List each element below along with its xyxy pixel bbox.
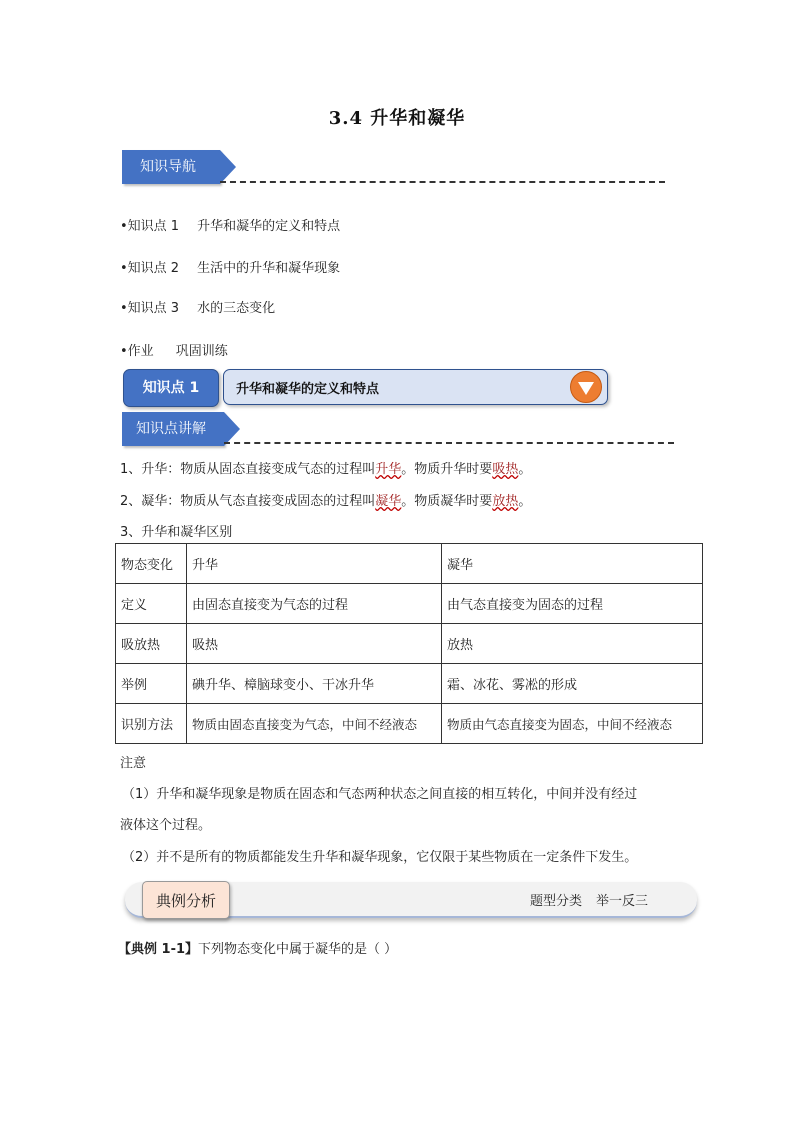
example-question: 下列物态变化中属于凝华的是（ ） [198, 942, 398, 957]
table-cell: 物质由固态直接变为气态，中间不经液态 [187, 704, 442, 744]
page-title: 3.4 升华和凝华 [328, 108, 466, 129]
note-2: （2）并不是所有的物质都能发生升华和凝华现象，它仅限于某些物质在一定条件下发生。 [122, 850, 638, 865]
bullet-icon: • [120, 261, 128, 276]
point-text: 。 [518, 462, 532, 477]
example-section-label: 典例分析 [142, 881, 230, 919]
nav-item-text: 水的三态变化 [197, 301, 276, 316]
kp1-title: 升华和凝华的定义和特点 [236, 382, 380, 397]
nav-banner-label: 知识导航 [122, 150, 220, 184]
table-row [116, 544, 703, 584]
nav-item-text: 升华和凝华的定义和特点 [197, 219, 341, 234]
table-cell: 识别方法 [116, 704, 187, 744]
point-text: 。 [518, 494, 532, 509]
example-tag: 【典例 1-1】 [118, 942, 199, 957]
table-cell: 由气态直接变为固态的过程 [442, 584, 703, 624]
nav-item-3[interactable] [120, 297, 275, 316]
keyword-sublimation: 升华 [375, 462, 402, 477]
kp1-label: 知识点 1 [123, 369, 219, 407]
table-cell: 举例 [116, 664, 187, 704]
keyword-release-heat: 放热 [492, 494, 519, 509]
table-row [116, 664, 703, 704]
lecture-divider [224, 442, 674, 444]
table-cell: 凝华 [442, 544, 703, 584]
nav-item-label: 作业 [127, 344, 154, 359]
table-cell: 碘升华、樟脑球变小、干冰升华 [187, 664, 442, 704]
nav-item-homework[interactable] [120, 340, 228, 359]
point-text: 1、升华：物质从固态直接变成气态的过程叫 [120, 462, 376, 477]
keyword-deposition: 凝华 [375, 494, 402, 509]
table-cell: 升华 [187, 544, 442, 584]
banner-arrow-icon [220, 150, 236, 184]
point-sublimation [120, 458, 531, 477]
keyword-absorb-heat: 吸热 [492, 462, 519, 477]
note-1-line-1: （1）升华和凝华现象是物质在固态和气态两种状态之间直接的相互转化，中间并没有经过 [122, 787, 638, 802]
table-row [116, 584, 703, 624]
point-text: 2、凝华：物质从气态直接变成固态的过程叫 [120, 494, 376, 509]
nav-item-2[interactable] [120, 257, 340, 276]
table-cell: 由固态直接变为气态的过程 [187, 584, 442, 624]
table-row [116, 624, 703, 664]
note-heading: 注意 [120, 756, 147, 771]
nav-item-label: 知识点 1 [127, 219, 180, 234]
nav-item-text: 巩固训练 [175, 344, 228, 359]
note-1-line-2: 液体这个过程。 [120, 818, 212, 833]
point-difference: 3、升华和凝华区别 [120, 525, 233, 540]
point-text: 。物质凝华时要 [401, 494, 493, 509]
example-section-subtitle [530, 890, 648, 909]
nav-item-label: 知识点 3 [127, 301, 180, 316]
table-cell: 霜、冰花、雾凇的形成 [442, 664, 703, 704]
nav-banner [122, 150, 236, 184]
nav-item-text: 生活中的升华和凝华现象 [197, 261, 341, 276]
nav-item-label: 知识点 2 [127, 261, 180, 276]
subtitle-practice: 举一反三 [596, 894, 649, 909]
expand-toggle[interactable] [570, 371, 602, 403]
bullet-icon: • [120, 344, 128, 359]
table-cell: 物质由气态直接变为固态，中间不经液态 [442, 704, 703, 744]
table-cell: 放热 [442, 624, 703, 664]
example-1-1 [118, 938, 397, 957]
point-text: 。物质升华时要 [401, 462, 493, 477]
triangle-down-icon [578, 382, 594, 395]
table-cell: 定义 [116, 584, 187, 624]
table-cell: 吸放热 [116, 624, 187, 664]
nav-item-1[interactable] [120, 215, 340, 234]
lecture-banner [122, 412, 240, 446]
table-cell: 物态变化 [116, 544, 187, 584]
table-cell: 吸热 [187, 624, 442, 664]
bullet-icon: • [120, 219, 128, 234]
point-deposition [120, 490, 531, 509]
table-row [116, 704, 703, 744]
comparison-table [115, 543, 703, 744]
banner-arrow-icon [224, 412, 240, 446]
subtitle-categorize: 题型分类 [530, 894, 583, 909]
nav-divider [220, 181, 665, 183]
lecture-banner-label: 知识点讲解 [122, 412, 224, 446]
bullet-icon: • [120, 301, 128, 316]
